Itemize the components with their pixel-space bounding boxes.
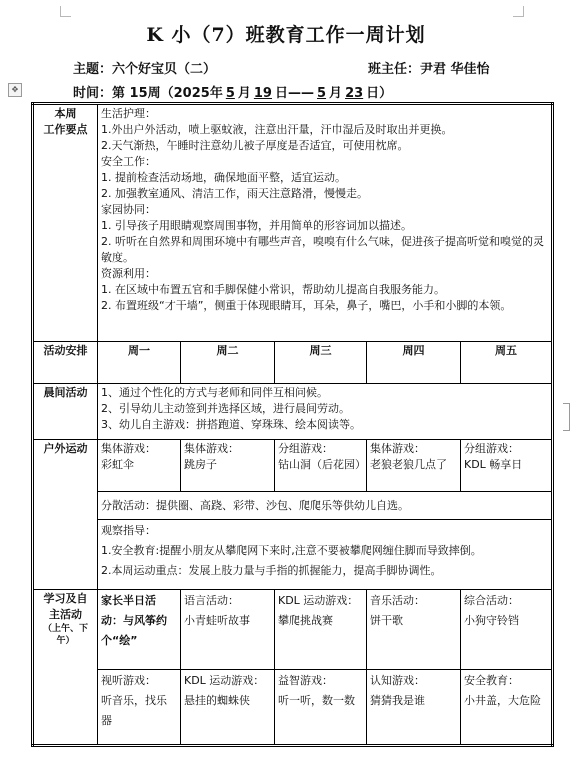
focus-line: 1. 在区域中布置五官和手脚保健小常识，帮助幼儿提高自我服务能力。	[101, 283, 445, 296]
study-name: 听一听，数一数	[278, 694, 355, 707]
game-type: 分组游戏：	[464, 442, 519, 455]
study-name: 猜猜我是谁	[370, 694, 425, 707]
focus-content-cell[interactable]	[98, 104, 553, 342]
study-type: KDL 运动游戏：	[184, 674, 265, 687]
study-type: 视听游戏：	[101, 674, 156, 687]
study-cell[interactable]	[367, 670, 461, 746]
page-corner-mark	[513, 6, 524, 17]
end-month: 5	[317, 86, 327, 101]
focus-line: 2. 加强教室通风、清洁工作，雨天注意路滑，慢慢走。	[101, 187, 368, 200]
focus-line: 1.外出户外活动，喷上驱蚊液，注意出汗量，汗巾湿后及时取出并更换。	[101, 123, 453, 136]
study-cell[interactable]	[98, 590, 181, 670]
outdoor-games-row	[33, 440, 553, 492]
study-cell[interactable]	[461, 670, 553, 746]
focus-row	[33, 104, 553, 342]
study-type: KDL 运动游戏：	[278, 594, 359, 607]
study-type: 益智游戏：	[278, 674, 333, 687]
morning-row	[33, 384, 553, 440]
theme-value: 六个好宝贝（二）	[112, 62, 217, 77]
focus-line: 家园协同：	[101, 203, 156, 216]
morning-item: 2、引导幼儿主动签到并选择区域，进行晨间劳动。	[101, 402, 350, 415]
end-day: 23	[345, 86, 364, 101]
teacher-value: 尹君 华佳怡	[420, 62, 490, 77]
outdoor-game-cell[interactable]	[461, 440, 553, 492]
focus-label: 本周	[54, 107, 77, 120]
study-name: 小青蛙听故事	[184, 614, 250, 627]
game-name: KDL 畅享日	[464, 458, 523, 471]
observation-line: 2.本周运动重点：发展上肢力量与手指的抓握能力，提高手脚协调性。	[101, 564, 442, 577]
study-label: 主活动	[49, 608, 82, 621]
game-name: 钻山洞（后花园）	[278, 458, 366, 471]
month-char-2: 月	[329, 86, 343, 101]
study-name: 悬挂的蜘蛛侠	[184, 694, 250, 707]
study-name: 攀爬挑战赛	[278, 614, 333, 627]
time-line	[73, 82, 392, 101]
outdoor-game-cell[interactable]	[275, 440, 367, 492]
study-type: 认知游戏：	[370, 674, 425, 687]
focus-line: 资源利用：	[101, 267, 156, 280]
focus-line: 生活护理：	[101, 107, 156, 120]
study-type: 综合活动：	[464, 594, 519, 607]
end-char: 日）	[366, 86, 393, 101]
game-type: 集体游戏：	[370, 442, 425, 455]
week-text: 第 15周（2025年	[112, 86, 223, 101]
study-name: 小井盖，大危险	[464, 694, 541, 707]
outdoor-scatter-cell[interactable]: 分散活动：提供圈、高跷、彩带、沙包、爬爬乐等供幼儿自选。	[98, 492, 553, 520]
study-label: 学习及自	[43, 592, 88, 605]
observation-cell[interactable]	[98, 520, 553, 590]
study-type: 家长半日活动：与风筝约个“绘”	[101, 594, 167, 647]
weekly-plan-table	[31, 102, 554, 747]
outdoor-game-cell[interactable]	[367, 440, 461, 492]
study-type: 语言活动：	[184, 594, 239, 607]
day-sep: 日——	[274, 86, 314, 101]
theme-label: 主题：	[73, 62, 113, 77]
focus-label: 工作要点	[43, 123, 88, 136]
study-label-cell	[33, 590, 98, 746]
study-cell[interactable]	[181, 590, 275, 670]
morning-item: 3、幼儿自主游戏：拼搭跑道、穿珠珠、绘本阅读等。	[101, 418, 361, 431]
day-wednesday: 周三	[275, 342, 367, 384]
observation-line: 观察指导：	[101, 524, 156, 537]
study-label: （上午、下	[42, 624, 88, 634]
study-cell[interactable]	[181, 670, 275, 746]
start-day: 19	[253, 86, 272, 101]
study-type: 音乐活动：	[370, 594, 425, 607]
study-row-2	[33, 670, 553, 746]
day-friday: 周五	[461, 342, 553, 384]
study-cell[interactable]	[98, 670, 181, 746]
study-cell[interactable]	[461, 590, 553, 670]
focus-line: 1. 提前检查活动场地，确保地面平整，适宜运动。	[101, 171, 346, 184]
study-type: 安全教育：	[464, 674, 519, 687]
month-char: 月	[237, 86, 251, 101]
study-name: 听音乐，找乐器	[101, 694, 167, 727]
day-tuesday: 周二	[181, 342, 275, 384]
outdoor-scatter-row	[33, 492, 553, 520]
game-type: 集体游戏：	[184, 442, 239, 455]
start-month: 5	[225, 86, 235, 101]
morning-content-cell[interactable]	[98, 384, 553, 440]
game-type: 分组游戏：	[278, 442, 333, 455]
focus-line: 1. 引导孩子用眼睛观察周围事物，并用简单的形容词加以描述。	[101, 219, 412, 232]
game-name: 跳房子	[184, 458, 217, 471]
focus-line: 2.天气渐热，午睡时注意幼儿被子厚度是否适宜，可使用枕席。	[101, 139, 409, 152]
time-label: 时间：	[73, 86, 113, 101]
activity-label: 活动安排	[33, 342, 98, 384]
focus-line: 安全工作：	[101, 155, 156, 168]
focus-line: 2. 听听在自然界和周围环境中有哪些声音，嗅嗅有什么气味，促进孩子提高听觉和嗅觉的灵敏度。	[101, 235, 544, 264]
focus-label-cell	[33, 104, 98, 342]
day-monday: 周一	[98, 342, 181, 384]
teacher-line	[368, 58, 490, 77]
study-label: 午）	[56, 636, 75, 646]
day-thursday: 周四	[367, 342, 461, 384]
study-name: 小狗守铃铛	[464, 614, 519, 627]
day-header-row	[33, 342, 553, 384]
teacher-label: 班主任：	[368, 62, 421, 77]
outdoor-game-cell[interactable]	[181, 440, 275, 492]
outdoor-game-cell[interactable]	[98, 440, 181, 492]
observation-line: 1.安全教育:提醒小朋友从攀爬网下来时,注意不要被攀爬网缠住脚而导致摔倒。	[101, 544, 482, 557]
page-title: K 小（7）班教育工作一周计划	[146, 24, 426, 46]
game-name: 彩虹伞	[101, 458, 134, 471]
observation-row	[33, 520, 553, 590]
study-name: 饼干歌	[370, 614, 403, 627]
game-type: 集体游戏：	[101, 442, 156, 455]
outdoor-label: 户外运动	[33, 440, 98, 590]
morning-label: 晨间活动	[33, 384, 98, 440]
study-cell[interactable]	[275, 590, 367, 670]
game-name: 老狼老狼几点了	[370, 458, 447, 471]
study-cell[interactable]	[367, 590, 461, 670]
focus-line: 2. 布置班级“才干墙”，侧重于体现眼睛耳，耳朵，鼻子，嘴巴，小手和小脚的本领。	[101, 299, 512, 312]
page-corner-mark	[60, 6, 71, 17]
morning-item: 1、通过个性化的方式与老师和同伴互相问候。	[101, 386, 328, 399]
theme-line	[73, 58, 216, 77]
table-move-handle-icon[interactable]: ✥	[8, 83, 22, 97]
study-row-1	[33, 590, 553, 670]
study-cell[interactable]	[275, 670, 367, 746]
table-resize-handle[interactable]	[563, 403, 570, 431]
